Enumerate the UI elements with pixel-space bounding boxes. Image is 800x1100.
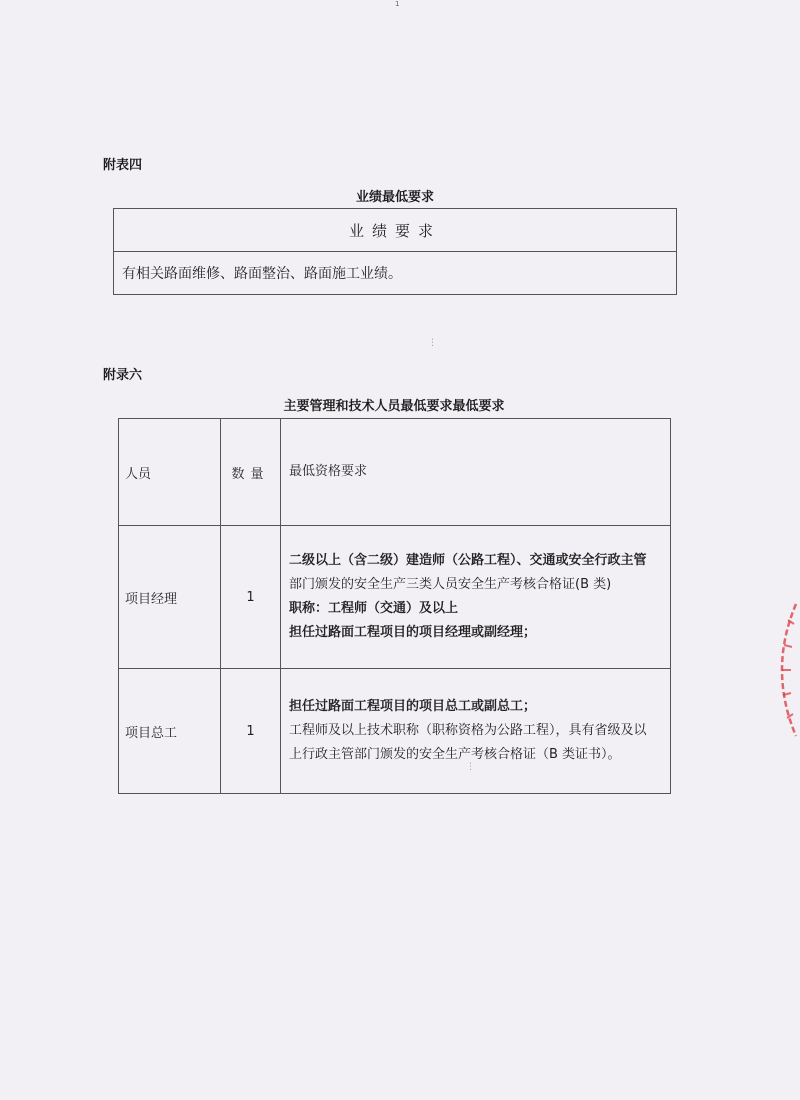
header-qty: 数量: [221, 419, 281, 526]
appendix6-title: 主要管理和技术人员最低要求最低要求: [283, 399, 505, 414]
staff-requirements-table: [118, 418, 671, 794]
row-qty: 1: [221, 526, 281, 669]
appendix4-title: 业绩最低要求: [355, 190, 434, 205]
row-requirements: [281, 669, 671, 794]
requirement-line: 上行政主管部门颁发的安全生产考核合格证（B 类证书）。: [289, 747, 621, 762]
table-row: [119, 669, 671, 794]
requirement-line: 工程师及以上技术职称（职称资格为公路工程），具有省级及以: [289, 723, 647, 738]
requirement-line: 担任过路面工程项目的项目总工或副总工；: [289, 699, 537, 714]
performance-header: 业绩要求: [114, 209, 677, 252]
scan-speck: ⋮: [466, 762, 475, 772]
header-requirements: 最低资格要求: [281, 419, 671, 526]
row-role: 项目经理: [119, 526, 221, 669]
row-qty: 1: [221, 669, 281, 794]
row-requirements: [281, 526, 671, 669]
performance-table: [113, 208, 677, 295]
appendix6-label: 附录六: [103, 368, 143, 383]
requirement-line: 担任过路面工程项目的项目经理或副经理；: [289, 625, 537, 640]
header-role: 人员: [119, 419, 221, 526]
performance-content: 有相关路面维修、路面整治、路面施工业绩。: [114, 252, 677, 295]
appendix4-label: 附表四: [103, 158, 143, 173]
table-row: [119, 526, 671, 669]
requirement-line: 职称：工程师（交通）及以上: [289, 601, 459, 616]
row-role: 项目总工: [119, 669, 221, 794]
seal-icon: [758, 600, 800, 740]
table-header-row: [119, 419, 671, 526]
red-seal-stamp: [758, 600, 800, 740]
scan-speck: ⋮: [428, 338, 437, 348]
requirement-line: 二级以上（含二级）建造师（公路工程）、交通或安全行政主管: [289, 553, 647, 568]
page-number: 1: [395, 0, 400, 8]
requirement-line: 部门颁发的安全生产三类人员安全生产考核合格证(B 类): [289, 577, 612, 592]
